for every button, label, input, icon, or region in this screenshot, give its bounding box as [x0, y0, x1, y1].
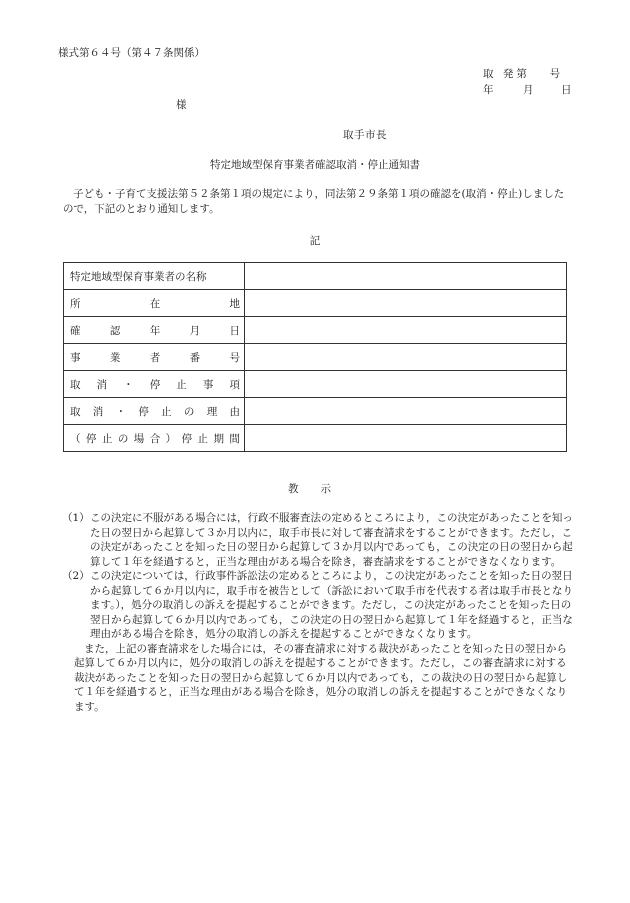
- ki-heading: 記: [309, 235, 321, 247]
- row-label-text: [70, 296, 240, 311]
- label-char: 停: [149, 378, 161, 391]
- label-char: 期: [213, 432, 224, 445]
- note-text: この決定については，行政事件訴訟法の定めるところにより，この決定があったことを知った日の翌日から起算して６か月以内に，取手市を被告として（訴訟において取手市を代表する者は取手市長となります。），処分の取消しの訴えを提起することができます。ただし，この決定があったことを知った日の翌日から起算して６か月以内であっても，この決定の日の翌日から起算して１年を経過すると，正当な理由がある場合を除き，処分の取消しの訴えを提起することができなくなります。: [90, 570, 573, 640]
- note-item: [62, 569, 576, 642]
- row-label-text: [70, 377, 240, 392]
- row-value[interactable]: [245, 263, 567, 290]
- row-value[interactable]: [245, 290, 567, 317]
- date-month: 月: [523, 84, 534, 96]
- label-char: の: [117, 432, 129, 445]
- label-char: 日: [229, 324, 240, 337]
- note-number: （1）: [62, 512, 90, 524]
- table-row: [64, 344, 567, 371]
- row-value[interactable]: [245, 344, 567, 371]
- table-row: [64, 425, 567, 452]
- label-char: ・: [123, 378, 134, 391]
- label-char: 業: [109, 351, 121, 364]
- label-char: 者: [149, 351, 161, 364]
- date-day: 日: [561, 84, 572, 96]
- label-char: 消: [92, 405, 104, 418]
- table-row: [64, 398, 567, 425]
- row-label-text: [70, 323, 240, 338]
- label-char: 確: [70, 324, 81, 337]
- label-char: 由: [229, 405, 240, 418]
- label-char: 停: [138, 405, 149, 418]
- label-char: ・: [115, 405, 127, 418]
- label-char: 所: [70, 297, 81, 310]
- label-char: 止: [161, 405, 172, 418]
- note-number: （2）: [62, 570, 90, 582]
- label-char: 取: [70, 405, 81, 418]
- document-date: [483, 82, 572, 97]
- row-value[interactable]: [245, 398, 567, 425]
- row-label: [64, 344, 245, 371]
- label-char: 認: [109, 324, 121, 337]
- label-char: 理: [206, 405, 218, 418]
- row-label-text: [70, 269, 240, 284]
- label-char: 止: [197, 432, 208, 445]
- note-extra-paragraph: また，上記の審査請求をした場合には，その審査請求に対する裁決があったことを知った日の翌日から起算して６か月以内に，処分の取消しの訴えを提起することができます。ただし，この審査請求に対する裁決があったことを知った日の翌日から起算して６か月以内であっても，この裁決の日の翌日から起算して１年を経過すると，正当な理由がある場合を除き，処分の取消しの訴えを提起することができなくなります。: [74, 642, 568, 713]
- table-row: [64, 317, 567, 344]
- label-char: 特定地域型保育事業者の名称: [70, 270, 207, 283]
- label-char: 在: [149, 297, 161, 310]
- label-char: 止: [101, 432, 113, 445]
- label-char: 月: [189, 324, 201, 337]
- row-label-text: [70, 404, 240, 419]
- row-label: [64, 263, 245, 290]
- label-char: 止: [176, 378, 187, 391]
- row-label-text: [70, 350, 240, 365]
- label-char: 消: [96, 378, 108, 391]
- label-char: 間: [229, 432, 240, 445]
- note-text: この決定に不服がある場合には，行政不服審査法の定めるところにより，この決定があったことを知った日の翌日から起算して３か月以内に，取手市長に対して審査請求をすることができます。ただし，この決定があったことを知った日の翌日から起算して３か月以内であっても，この決定の日の翌日から起算して１年を経過すると，正当な理由がある場合を除き，審査請求をすることができなくなります。: [90, 512, 573, 568]
- row-value[interactable]: [245, 425, 567, 452]
- row-label: [64, 371, 245, 398]
- label-char: 年: [149, 324, 161, 337]
- document-number: 取 発第 号: [483, 68, 564, 80]
- label-char: 地: [229, 297, 240, 310]
- kyoji-heading: 教示: [288, 483, 353, 495]
- document-title: 特定地域型保育事業者確認取消・停止通知書: [210, 159, 420, 171]
- note-item: [62, 511, 576, 569]
- row-label-text: [70, 431, 240, 446]
- notes-section: [62, 511, 576, 714]
- row-label: [64, 398, 245, 425]
- row-label: [64, 317, 245, 344]
- label-char: 取: [70, 378, 81, 391]
- label-char: 事: [202, 378, 214, 391]
- label-char: 停: [85, 432, 97, 445]
- label-char: （: [70, 432, 81, 445]
- form-number: 様式第６４号（第４７条関係）: [58, 47, 205, 59]
- body-text: 子ども・子育て支援法第５２条第１項の規定により，同法第２９条第１項の確認を(取消・停止)しましたので，下記のとおり通知します。: [63, 188, 565, 215]
- row-label: [64, 425, 245, 452]
- addressee: 様: [176, 99, 187, 111]
- sender: 取手市長: [343, 129, 387, 141]
- label-char: 合: [149, 432, 161, 445]
- label-char: 番: [189, 351, 201, 364]
- table-row: [64, 263, 567, 290]
- label-char: 場: [133, 432, 145, 445]
- date-year: 年: [483, 84, 494, 96]
- label-char: 事: [70, 351, 81, 364]
- row-label: [64, 290, 245, 317]
- row-value[interactable]: [245, 317, 567, 344]
- label-char: ）: [165, 432, 177, 445]
- info-table: [63, 262, 567, 452]
- table-row: [64, 290, 567, 317]
- label-char: の: [183, 405, 195, 418]
- label-char: 停: [181, 432, 193, 445]
- table-row: [64, 371, 567, 398]
- row-value[interactable]: [245, 371, 567, 398]
- label-char: 項: [229, 378, 240, 391]
- label-char: 号: [229, 351, 240, 364]
